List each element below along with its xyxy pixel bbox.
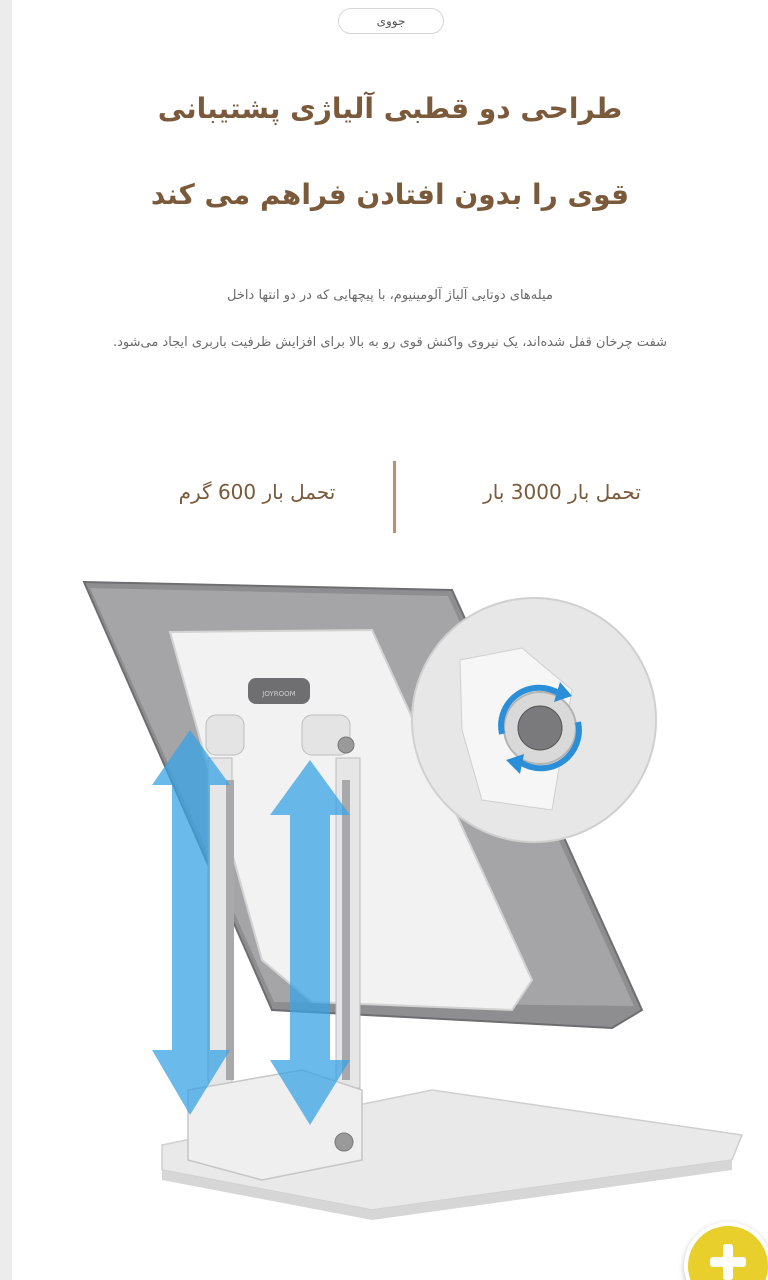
brand-label: جووی <box>376 14 406 28</box>
stat-rotation-durability: تحمل بار 3000 بار <box>483 480 641 504</box>
product-page <box>12 0 768 1280</box>
headline-line-2: قوی را بدون افتادن فراهم می کند <box>150 178 630 211</box>
plus-icon <box>706 1240 750 1280</box>
headline-line-1: طراحی دو قطبی آلیاژی پشتیبانی <box>157 92 623 125</box>
brand-tag[interactable] <box>338 8 444 34</box>
tablet-stand-illustration <box>12 570 768 1280</box>
description-line-2: شفت چرخان قفل شده‌اند، یک نیروی واکنش قوی رو به بالا برای افزایش ظرفیت باربری ایجاد می‌شود. <box>112 335 668 350</box>
stats-divider <box>393 461 396 533</box>
stand-brand-mark: JOYROOM <box>262 690 296 698</box>
stat-load-capacity: تحمل بار 600 گرم <box>178 480 336 504</box>
description-line-1: میله‌های دوتایی آلیاژ آلومینیوم، با پیچهایی که در دو انتها داخل <box>227 288 553 303</box>
